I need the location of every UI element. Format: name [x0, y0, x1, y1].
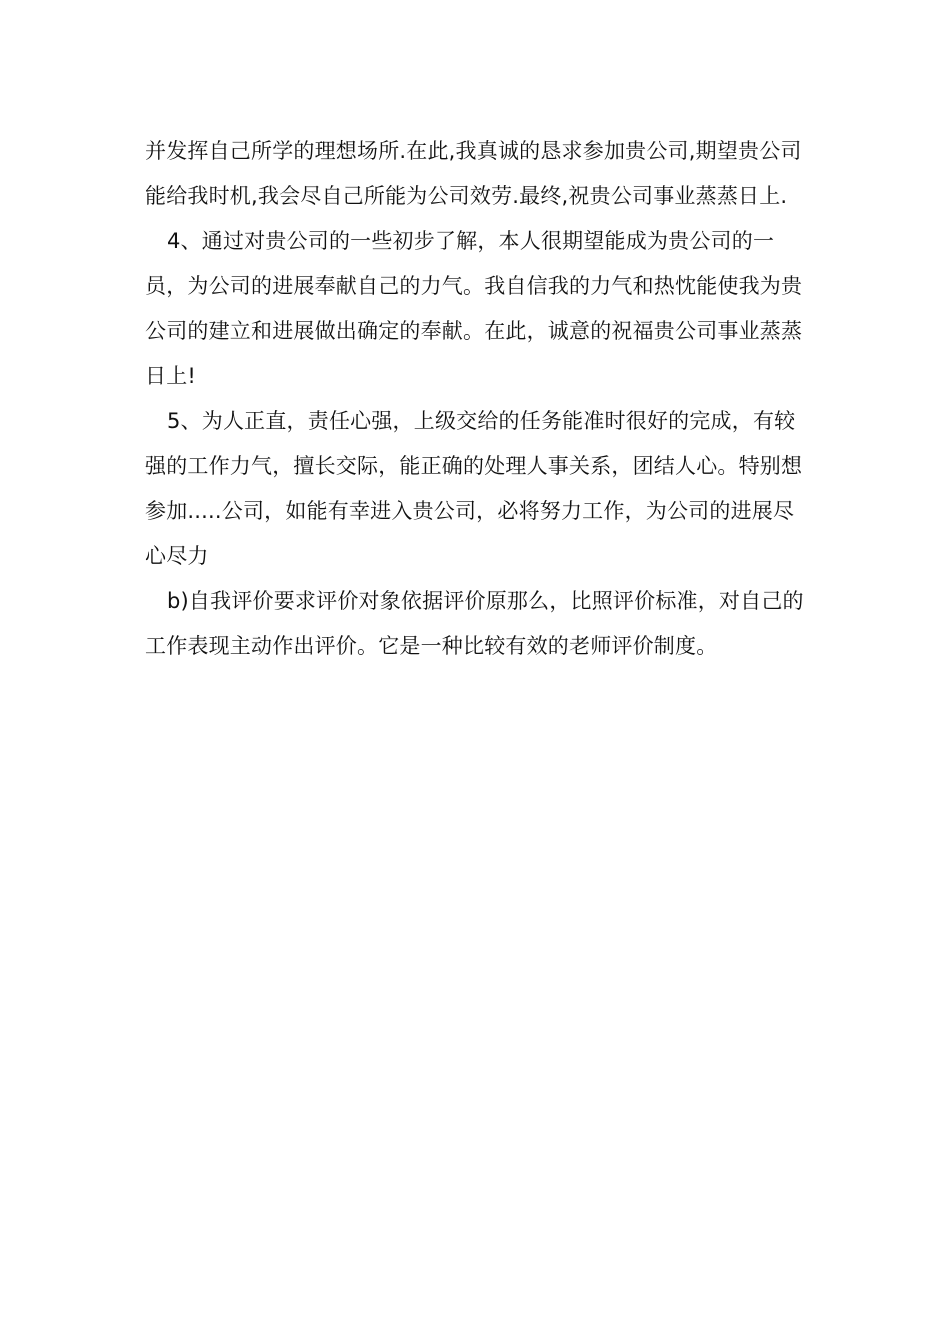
paragraph-item-5: 5、为人正直，责任心强，上级交给的任务能准时很好的完成，有较强的工作力气，擅长交际，能正确的处理人事关系，团结人心。特别想参加.....公司，如能有幸进入贵公司，必将努力工作，为公司的进展尽心尽力 — [145, 409, 803, 568]
paragraph-item-4: 4、通过对贵公司的一些初步了解，本人很期望能成为贵公司的一员，为公司的进展奉献自己的力气。我自信我的力气和热忱能使我为贵公司的建立和进展做出确定的奉献。在此，诚意的祝福贵公司事业蒸蒸日上! — [145, 229, 803, 388]
document-body — [145, 129, 805, 669]
paragraph-continuation: 并发挥自己所学的理想场所.在此,我真诚的恳求参加贵公司,期望贵公司能给我时机,我会尽自己所能为公司效劳.最终,祝贵公司事业蒸蒸日上. — [145, 139, 802, 208]
paragraph-item-b: b)自我评价要求评价对象依据评价原那么，比照评价标准，对自己的工作表现主动作出评价。它是一种比较有效的老师评价制度。 — [145, 589, 804, 658]
